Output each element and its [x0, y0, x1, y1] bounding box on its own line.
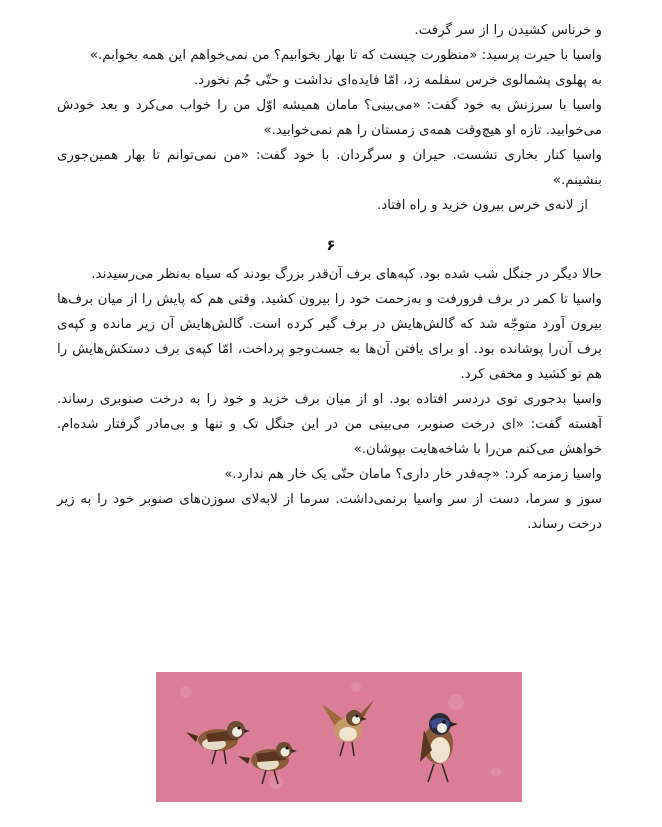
paragraph: واسیا با سرزنش به خود گفت: «می‌بینی؟ مامان همیشه اوّل من را خواب می‌کرد و بعد خودش می‌خوابید. تازه او هیچ‌وقت همه‌ی زمستان را هم نمی‌خوابید.» [57, 98, 602, 138]
sparrows-illustration [156, 672, 522, 802]
paragraph: به پهلوی پشمالوی خرس سقلمه زد، امّا فایده‌ای نداشت و حتّی جُم نخورد. [193, 73, 602, 88]
paragraph: از لانه‌ی خرس بیرون خزید و راه افتاد. [376, 198, 588, 213]
paragraph: و خرناس کشیدن را از سر گرفت. [414, 23, 602, 38]
paragraph: واسیا زمزمه کرد: «چه‌قدر خار داری؟ مامان حتّی یک خار هم ندارد.» [224, 467, 602, 482]
paragraph: سوز و سرما، دست از سر واسیا برنمی‌داشت. سرما از لابه‌لای سوزن‌های صنوبر خود را به زیر درخت رساند. [57, 492, 602, 532]
paragraph: حالا دیگر در جنگل شب شده بود. کپه‌های برف آن‌قدر بزرگ بودند که سیاه به‌نظر می‌رسیدند. [91, 267, 602, 282]
text-block-top [57, 18, 602, 218]
paragraph: واسیا با حیرت پرسید: «منظورت چیست که تا بهار بخوابیم؟ من نمی‌خواهم این همه بخوابم.» [89, 48, 602, 63]
paragraph: واسیا بدجوری توی دردسر افتاده بود. او از میان برف خزید و خود را به درخت صنوبری رساند. آهسته گفت: «ای درخت صنوبر، می‌بینی من در این جنگل تک و تنها و بی‌مادر گرفتار شده‌ام. خواهش می‌کنم من‌را با شاخه‌هایت بپوشان.» [57, 392, 602, 457]
sparrows-drawing [156, 672, 522, 802]
paragraph: واسیا کنار بخاری نشست. حیران و سرگردان. با خود گفت: «من نمی‌توانم تا بهار همین‌جوری بنشینم.» [57, 148, 602, 188]
text-block-bottom [57, 262, 602, 537]
chapter-number: ۶ [326, 236, 336, 254]
paragraph: واسیا تا کمر در برف فرورفت و به‌زحمت خود را بیرون کشید. وقتی هم که پایش را از میان برف‌ها بیرون آورد متوجّه شد که گالش‌هایش در برف گیر کرده است. گالش‌هایش آن زیر مانده و کپه‌ی برف آن‌را پوشانده بود. او برای یافتن آن‌ها به جست‌وجو پرداخت، امّا کپه‌ی برف دستکش‌هایش را هم تو کشید و مخفی کرد. [57, 292, 602, 382]
